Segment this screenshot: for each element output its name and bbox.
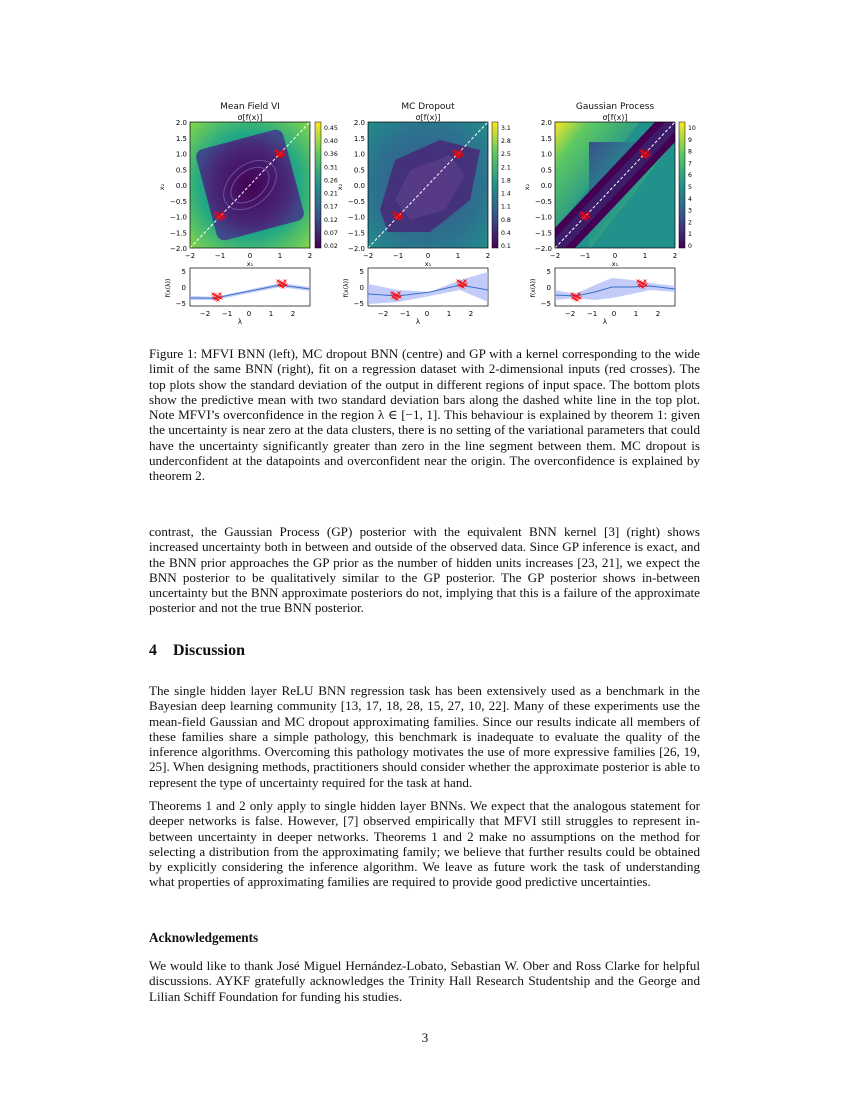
x-tick-label: 0: [247, 252, 253, 260]
colorbar-tick-label: 2: [688, 219, 692, 227]
colorbar-tick-label: 0.12: [324, 216, 338, 224]
colorbar-tick-label: 2.8: [501, 138, 511, 146]
colorbar-tick-label: 0.40: [324, 138, 338, 146]
y-tick-label: −1.0: [170, 213, 187, 222]
y-tick-label: −2.0: [535, 245, 552, 253]
y-tick-label: 2.0: [175, 119, 187, 127]
figure-caption: Figure 1: MFVI BNN (left), MC dropout BNN (centre) and GP with a kernel corresponding to the wide limit of the same BNN (right), fit on a regression dataset with 2-dimensional inputs (red crosses). The top plots show the standard deviation of the output in different regions of input space. The bottom plots show the predictive mean with two standard deviation bars along the dashed white line in the top plot. Note MFVI’s overconfidence in the region λ ∈ [−1, 1]. This behaviour is explained by theorem 1: given the uncertainty is near zero at the data clusters, there is no setting of the variational parameters that could have the uncertainty significantly greater than zero in the line segment between them. MC dropout is underconfident at the datapoints and overconfident near the origin. The overconfidence is explained by theorem 2.: [149, 346, 700, 484]
colorbar-tick-label: 0.4: [501, 229, 511, 237]
bottom-x-tick-label: −1: [221, 310, 233, 318]
discussion-paragraph-2: Theorems 1 and 2 only apply to single hidden layer BNNs. We expect that the analogous statement for deeper networks is false. However, [7] observed empirically that MFVI still struggles to represent in-between uncertainty in deeper networks. Theorems 1 and 2 make no assumptions on the method for selecting a distribution from the approximating family; we believe that further results could be obtained by explicitly considering the inference algorithm. We leave as future work the task of understanding what properties of approximating families are required to provide good predictive uncertainties.: [149, 798, 700, 890]
bottom-x-tick-label: 1: [633, 310, 639, 318]
y-tick-label: −1.0: [348, 213, 365, 222]
colorbar-tick-label: 0.17: [324, 203, 338, 211]
bottom-x-tick-label: −2: [199, 310, 211, 318]
colorbar-tick-label: 9: [688, 136, 692, 144]
bottom-mcd: [368, 268, 488, 306]
bottom-x-tick-label: 1: [268, 310, 274, 318]
y-tick-label: −1.5: [535, 229, 552, 238]
y-tick-label: 1.0: [540, 150, 552, 159]
y-tick-label: −1.5: [348, 229, 365, 238]
gp-colorbar: [679, 122, 685, 248]
section-heading: [149, 642, 245, 660]
colorbar-tick-label: 0.1: [501, 243, 511, 250]
bottom-y-tick-label: 0: [181, 284, 186, 292]
bottom-y-tick-label: −5: [175, 300, 186, 308]
y-tick-label: 0.0: [353, 182, 365, 190]
y-tick-label: 1.5: [540, 134, 552, 143]
colorbar-tick-label: 3.1: [501, 125, 511, 132]
y-tick-label: 0.0: [175, 182, 187, 190]
page-number: 3: [421, 1030, 429, 1045]
bottom-y-tick-label: 0: [359, 284, 364, 292]
x-tick-label: 1: [277, 252, 283, 260]
x-tick-label: −2: [184, 252, 196, 260]
x-tick-label: 2: [672, 252, 678, 260]
panel-subtitle: σ[f(x)]: [602, 113, 628, 122]
panel-gp: [555, 122, 685, 250]
y-tick-label: 0.5: [540, 166, 552, 175]
bottom-x-tick-label: 1: [446, 310, 452, 318]
colorbar-tick-label: 1.1: [501, 203, 511, 211]
bottom-mfvi: [190, 268, 310, 306]
bottom-x-tick-label: −2: [377, 310, 389, 318]
colorbar-tick-label: 6: [688, 172, 692, 180]
x-tick-label: 2: [307, 252, 313, 260]
colorbar-tick-label: 5: [688, 184, 692, 191]
x-tick-label: 1: [642, 252, 648, 260]
bottom-y-tick-label: −5: [353, 300, 364, 308]
x-tick-label: −2: [362, 252, 374, 260]
x-tick-label: −1: [392, 252, 404, 260]
colorbar-tick-label: 2.5: [501, 151, 511, 159]
y-tick-label: −1.5: [170, 229, 187, 238]
bottom-x-tick-label: 2: [290, 310, 296, 318]
bottom-x-tick-label: 0: [424, 310, 430, 318]
acknowledgements-text: We would like to thank José Miguel Hernández-Lobato, Sebastian W. Ober and Ross Clarke for helpful discussions. AYKF gratefully acknowledges the Trinity Hall Research Studentship and the George and Lilian Schiff Foundation for funding his studies.: [149, 958, 700, 1004]
bottom-x-tick-label: 0: [611, 310, 617, 318]
colorbar-tick-label: 1.8: [501, 177, 511, 185]
paragraph-contrast: contrast, the Gaussian Process (GP) posterior with the equivalent BNN kernel [3] (right) shows increased uncertainty both in between and outside of the observed data. Since GP inference is exact, and the BNN prior approaches the GP prior as the number of hidden units increases [23, 21], we expect the BNN posterior to be qualitatively similar to the GP posterior. The GP posterior shows in-between uncertainty but the BNN approximate posteriors do not, implying that this is a failure of the approximate posterior and not the true BNN posterior.: [149, 524, 700, 616]
panel-title: MC Dropout: [401, 102, 455, 112]
colorbar-tick-label: 3: [688, 207, 692, 215]
panel-mfvi: [190, 122, 321, 248]
mfvi-colorbar: [315, 122, 321, 248]
x-axis-label: x₁: [246, 260, 254, 268]
y-tick-label: −0.5: [348, 197, 365, 206]
bottom-x-tick-label: −1: [586, 310, 598, 318]
x-tick-label: 1: [455, 252, 461, 260]
y-tick-label: 1.5: [175, 134, 187, 143]
colorbar-tick-label: 4: [688, 195, 692, 203]
colorbar-tick-label: 0.36: [324, 151, 338, 159]
panel-mc-dropout: [368, 122, 498, 248]
panel-title: Gaussian Process: [575, 102, 655, 112]
y-tick-label: −2.0: [170, 245, 187, 253]
x-tick-label: 0: [612, 252, 618, 260]
colorbar-tick-label: 7: [688, 160, 692, 168]
y-axis-label: x₂: [523, 183, 531, 191]
y-tick-label: 1.0: [175, 150, 187, 159]
mcd-colorbar: [492, 122, 498, 248]
discussion-paragraph-1: The single hidden layer ReLU BNN regression task has been extensively used as a benchmark in the Bayesian deep learning community [13, 17, 18, 28, 15, 27, 10, 22]. Many of these experiments use the mean-field Gaussian and MC dropout approximating families. Since our results indicate all members of these families share a simple pathology, this benchmark is inadequate to evaluate the quality of the inference algorithms. Overcoming this pathology motivates the use of more expressive families [26, 19, 25]. When designing methods, practitioners should consider whether the approximate posterior is able to represent the type of uncertainty required for the task at hand.: [149, 683, 700, 790]
colorbar-tick-label: 0.8: [501, 216, 511, 224]
y-tick-label: 1.0: [353, 150, 365, 159]
acknowledgements-heading: Acknowledgements: [149, 930, 259, 945]
bottom-y-axis-label: f(x(λ)): [343, 278, 350, 298]
bottom-y-tick-label: 0: [546, 284, 551, 292]
panel-subtitle: σ[f(x)]: [415, 113, 441, 122]
colorbar-tick-label: 0.02: [324, 243, 338, 250]
x-tick-label: −1: [579, 252, 591, 260]
y-tick-label: −0.5: [535, 197, 552, 206]
colorbar-tick-label: 0.07: [324, 229, 338, 237]
y-axis-label: x₂: [158, 183, 166, 191]
bottom-y-tick-label: −5: [540, 300, 551, 308]
colorbar-tick-label: 1: [688, 231, 692, 239]
y-tick-label: 1.5: [353, 134, 365, 143]
bottom-y-tick-label: 5: [181, 268, 186, 276]
bottom-x-tick-label: 2: [468, 310, 474, 318]
colorbar-tick-label: 2.1: [501, 164, 511, 172]
bottom-x-tick-label: −2: [564, 310, 576, 318]
bottom-x-axis-label: λ: [602, 318, 608, 326]
y-tick-label: 0.0: [540, 182, 552, 190]
x-axis-label: x₁: [611, 260, 619, 268]
x-axis-label: x₁: [424, 260, 432, 268]
bottom-x-tick-label: −1: [399, 310, 411, 318]
y-tick-label: 0.5: [353, 166, 365, 175]
bottom-y-tick-label: 5: [359, 268, 364, 276]
bottom-x-tick-label: 0: [246, 310, 252, 318]
x-tick-label: 0: [425, 252, 431, 260]
colorbar-tick-label: 8: [688, 148, 692, 156]
x-tick-label: −1: [214, 252, 226, 260]
colorbar-tick-label: 0.21: [324, 190, 338, 198]
y-tick-label: 2.0: [353, 119, 365, 127]
bottom-gp: [555, 268, 675, 306]
y-tick-label: −2.0: [348, 245, 365, 253]
x-tick-label: −2: [549, 252, 561, 260]
panel-subtitle: σ[f(x)]: [237, 113, 263, 122]
bottom-x-axis-label: λ: [415, 318, 421, 326]
y-tick-label: −1.0: [535, 213, 552, 222]
colorbar-tick-label: 1.4: [501, 190, 511, 198]
section-number: 4: [149, 642, 157, 659]
bottom-y-tick-label: 5: [546, 268, 551, 276]
y-tick-label: 0.5: [175, 166, 187, 175]
y-axis-label: x₂: [336, 183, 344, 191]
y-tick-label: −0.5: [170, 197, 187, 206]
section-title: Discussion: [173, 642, 246, 659]
colorbar-tick-label: 0.26: [324, 177, 338, 185]
colorbar-tick-label: 10: [688, 125, 696, 132]
y-tick-label: 2.0: [540, 119, 552, 127]
colorbar-tick-label: 0: [688, 243, 692, 250]
bottom-x-axis-label: λ: [237, 318, 243, 326]
colorbar-tick-label: 0.45: [324, 125, 338, 132]
x-tick-label: 2: [485, 252, 491, 260]
colorbar-tick-label: 0.31: [324, 164, 338, 172]
panel-title: Mean Field VI: [220, 102, 280, 112]
bottom-x-tick-label: 2: [655, 310, 661, 318]
bottom-y-axis-label: f(x(λ)): [530, 278, 537, 298]
bottom-y-axis-label: f(x(λ)): [165, 278, 172, 298]
